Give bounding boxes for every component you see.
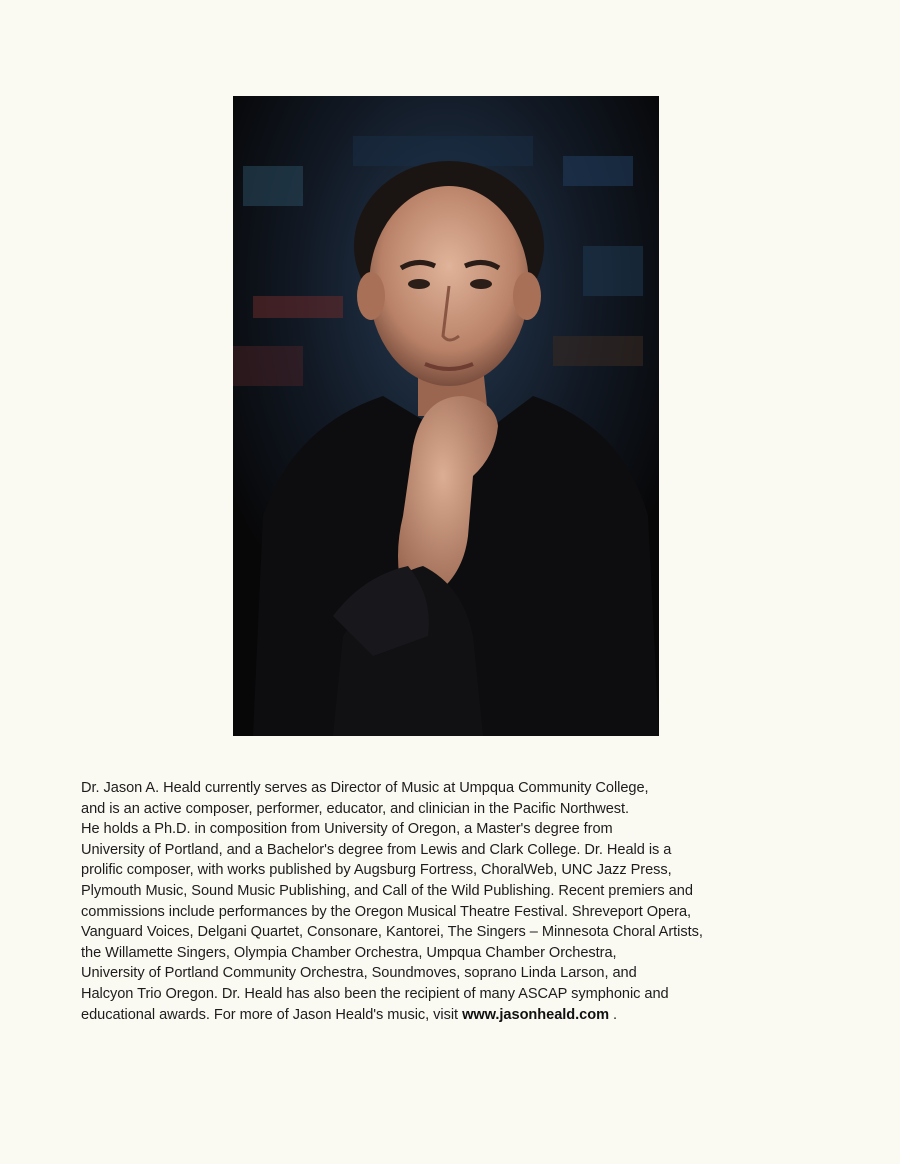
bio-line: University of Portland, and a Bachelor's degree from Lewis and Clark College. Dr. Heald is a <box>81 841 672 858</box>
bio-paragraph <box>81 778 851 1025</box>
portrait-image <box>233 96 659 736</box>
bio-line: University of Portland Community Orchestra, Soundmoves, soprano Linda Larson, and <box>81 965 637 982</box>
portrait-photo <box>233 96 659 736</box>
bio-line: Halcyon Trio Oregon. Dr. Heald has also been the recipient of many ASCAP symphonic and <box>81 985 669 1002</box>
bio-line: Dr. Jason A. Heald currently serves as Director of Music at Umpqua Community College, <box>81 780 649 796</box>
bio-line: and is an active composer, performer, educator, and clinician in the Pacific Northwest. <box>81 800 630 817</box>
bio-line: commissions include performances by the Oregon Musical Theatre Festival. Shreveport Opera, <box>81 903 692 920</box>
bio-line: the Willamette Singers, Olympia Chamber Orchestra, Umpqua Chamber Orchestra, <box>81 944 617 961</box>
bio-line-last <box>81 1005 851 1026</box>
bio-line: Vanguard Voices, Delgani Quartet, Consonare, Kantorei, The Singers – Minnesota Choral Artists, <box>81 924 703 941</box>
bio-last-suffix: . <box>609 1006 618 1023</box>
website-link[interactable]: www.jasonheald.com <box>462 1006 610 1023</box>
bio-line: Plymouth Music, Sound Music Publishing, and Call of the Wild Publishing. Recent premiers and <box>81 882 693 899</box>
bio-line: He holds a Ph.D. in composition from University of Oregon, a Master's degree from <box>81 821 613 838</box>
bio-line: prolific composer, with works published by Augsburg Fortress, ChoralWeb, UNC Jazz Press, <box>81 862 672 879</box>
bio-last-prefix: educational awards. For more of Jason Heald's music, visit <box>81 1006 463 1023</box>
